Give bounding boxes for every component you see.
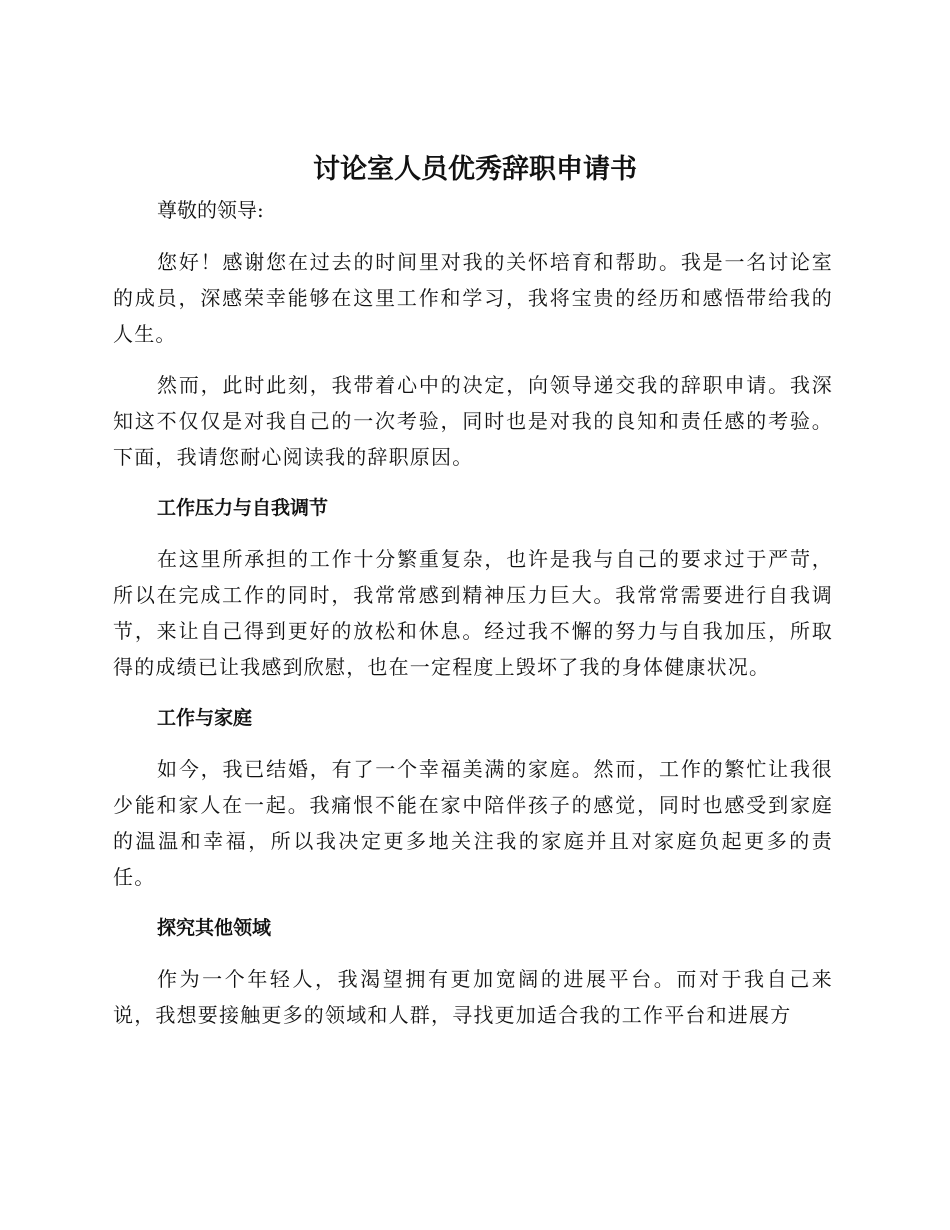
paragraph-decision: 然而，此时此刻，我带着心中的决定，向领导递交我的辞职申请。我深知这不仅仅是对我自己的一次考验，同时也是对我的良知和责任感的考验。下面，我请您耐心阅读我的辞职原因。 — [113, 373, 833, 469]
section-heading-other-fields: 探究其他领域 — [157, 917, 272, 939]
section-text-work-family: 如今，我已结婚，有了一个幸福美满的家庭。然而，工作的繁忙让我很少能和家人在一起。我痛恨不能在家中陪伴孩子的感觉，同时也感受到家庭的温温和幸福，所以我决定更多地关注我的家庭并且对家庭负起更多的责任。 — [113, 757, 833, 889]
section-heading-work-family: 工作与家庭 — [157, 707, 253, 729]
section-text-work-pressure: 在这里所承担的工作十分繁重复杂，也许是我与自己的要求过于严苛，所以在完成工作的同时，我常常感到精神压力巨大。我常常需要进行自我调节，来让自己得到更好的放松和休息。经过我不懈的努力与自我加压，所取得的成绩已让我感到欣慰，也在一定程度上毁坏了我的身体健康状况。 — [113, 547, 833, 679]
paragraph-intro: 您好！感谢您在过去的时间里对我的关怀培育和帮助。我是一名讨论室的成员，深感荣幸能够在这里工作和学习，我将宝贵的经历和感悟带给我的人生。 — [113, 250, 833, 346]
document-title: 讨论室人员优秀辞职申请书 — [313, 154, 637, 185]
greeting: 尊敬的领导: — [157, 198, 264, 222]
section-text-other-fields: 作为一个年轻人，我渴望拥有更加宽阔的进展平台。而对于我自己来说，我想要接触更多的领域和人群，寻找更加适合我的工作平台和进展方 — [113, 967, 833, 1027]
document-body — [113, 192, 833, 1048]
section-heading-work-pressure: 工作压力与自我调节 — [157, 497, 329, 519]
